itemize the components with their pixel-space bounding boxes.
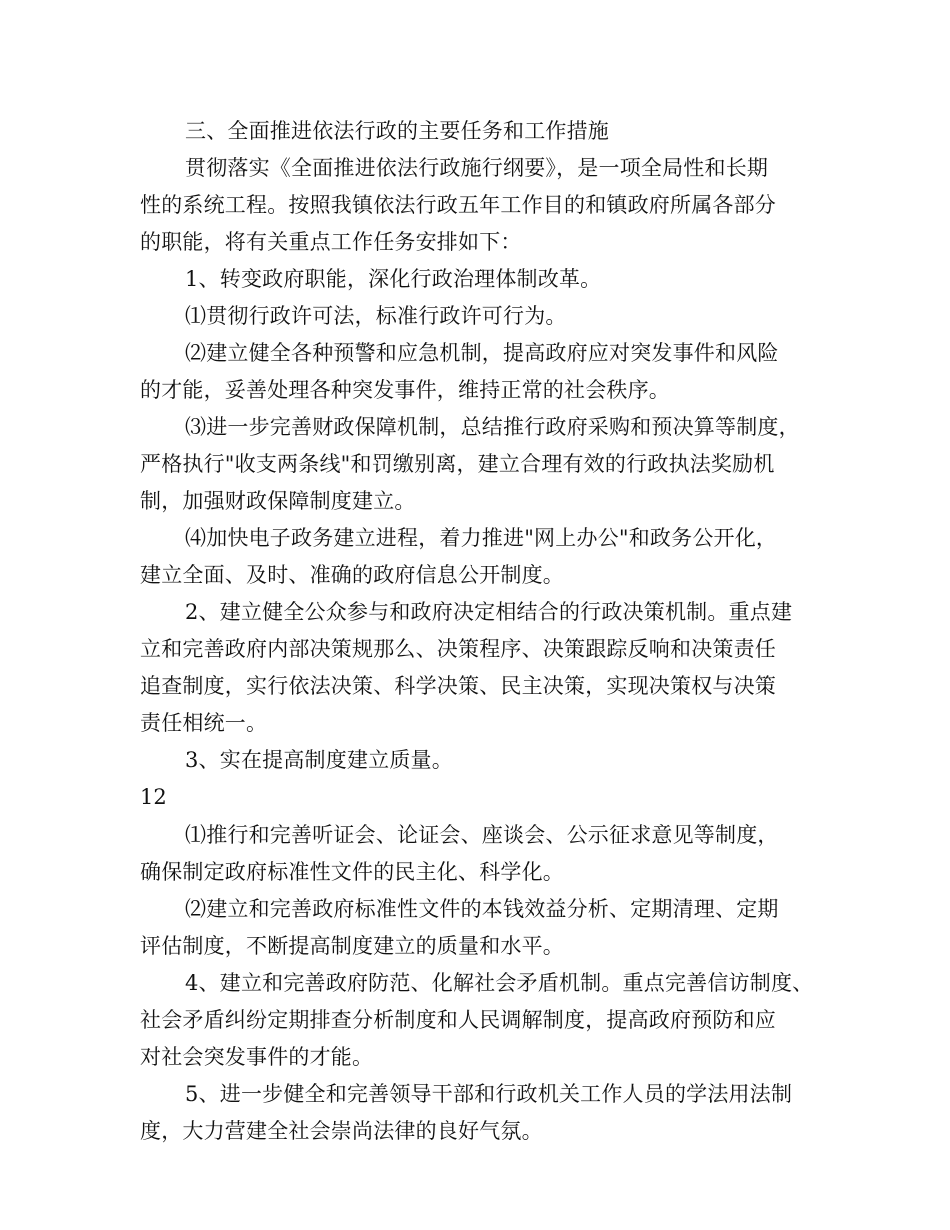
paragraph-line: 立和完善政府内部决策规那么、决策程序、决策跟踪反响和决策责任 bbox=[140, 637, 776, 661]
item-heading: 1、转变政府职能，深化行政治理体制改革。 bbox=[185, 267, 602, 291]
item-heading: 4、建立和完善政府防范、化解社会矛盾机制。重点完善信访制度、 bbox=[185, 971, 814, 995]
paragraph-line: 评估制度，不断提高制度建立的质量和水平。 bbox=[140, 934, 564, 958]
sub-item-line: ⑴推行和完善听证会、论证会、座谈会、公示征求意见等制度， bbox=[185, 823, 779, 847]
paragraph-line: 确保制定政府标准性文件的民主化、科学化。 bbox=[140, 860, 564, 884]
sub-item-line: ⑶进一步完善财政保障机制，总结推行政府采购和预决算等制度， bbox=[185, 415, 800, 439]
paragraph-line: 制，加强财政保障制度建立。 bbox=[140, 489, 416, 513]
item-heading: 3、实在提高制度建立质量。 bbox=[185, 748, 453, 772]
paragraph-line: 的才能，妥善处理各种突发事件，维持正常的社会秩序。 bbox=[140, 378, 670, 402]
paragraph-line: 性的系统工程。按照我镇依法行政五年工作目的和镇政府所属各部分 bbox=[140, 193, 776, 217]
page-number: 12 bbox=[140, 785, 167, 809]
sub-item-line: ⑷加快电子政务建立进程，着力推进"网上办公"和政务公开化， bbox=[185, 526, 778, 550]
paragraph-line: 建立全面、及时、准确的政府信息公开制度。 bbox=[140, 563, 564, 587]
item-heading: 2、建立健全公众参与和政府决定相结合的行政决策机制。重点建 bbox=[185, 600, 793, 624]
paragraph-line: 度，大力营建全社会崇尚法律的良好气氛。 bbox=[140, 1119, 543, 1143]
sub-item-line: ⑴贯彻行政许可法，标准行政许可行为。 bbox=[185, 304, 567, 328]
item-heading: 5、进一步健全和完善领导干部和行政机关工作人员的学法用法制 bbox=[185, 1082, 793, 1106]
paragraph-line: 的职能，将有关重点工作任务安排如下： bbox=[140, 230, 522, 254]
paragraph-line: 追查制度，实行依法决策、科学决策、民主决策，实现决策权与决策 bbox=[140, 674, 776, 698]
paragraph-line: 社会矛盾纠纷定期排查分析制度和人民调解制度，提高政府预防和应 bbox=[140, 1008, 776, 1032]
paragraph-line: 严格执行"收支两条线"和罚缴别离，建立合理有效的行政执法奖励机 bbox=[140, 452, 775, 476]
section-heading: 三、全面推进依法行政的主要任务和工作措施 bbox=[185, 119, 609, 143]
sub-item-line: ⑵建立健全各种预警和应急机制，提高政府应对突发事件和风险 bbox=[185, 341, 779, 365]
paragraph-line: 责任相统一。 bbox=[140, 711, 268, 735]
sub-item-line: ⑵建立和完善政府标准性文件的本钱效益分析、定期清理、定期 bbox=[185, 897, 779, 921]
paragraph-line: 对社会突发事件的才能。 bbox=[140, 1045, 374, 1069]
paragraph-line: 贯彻落实《全面推进依法行政施行纲要》，是一项全局性和长期 bbox=[185, 156, 769, 180]
